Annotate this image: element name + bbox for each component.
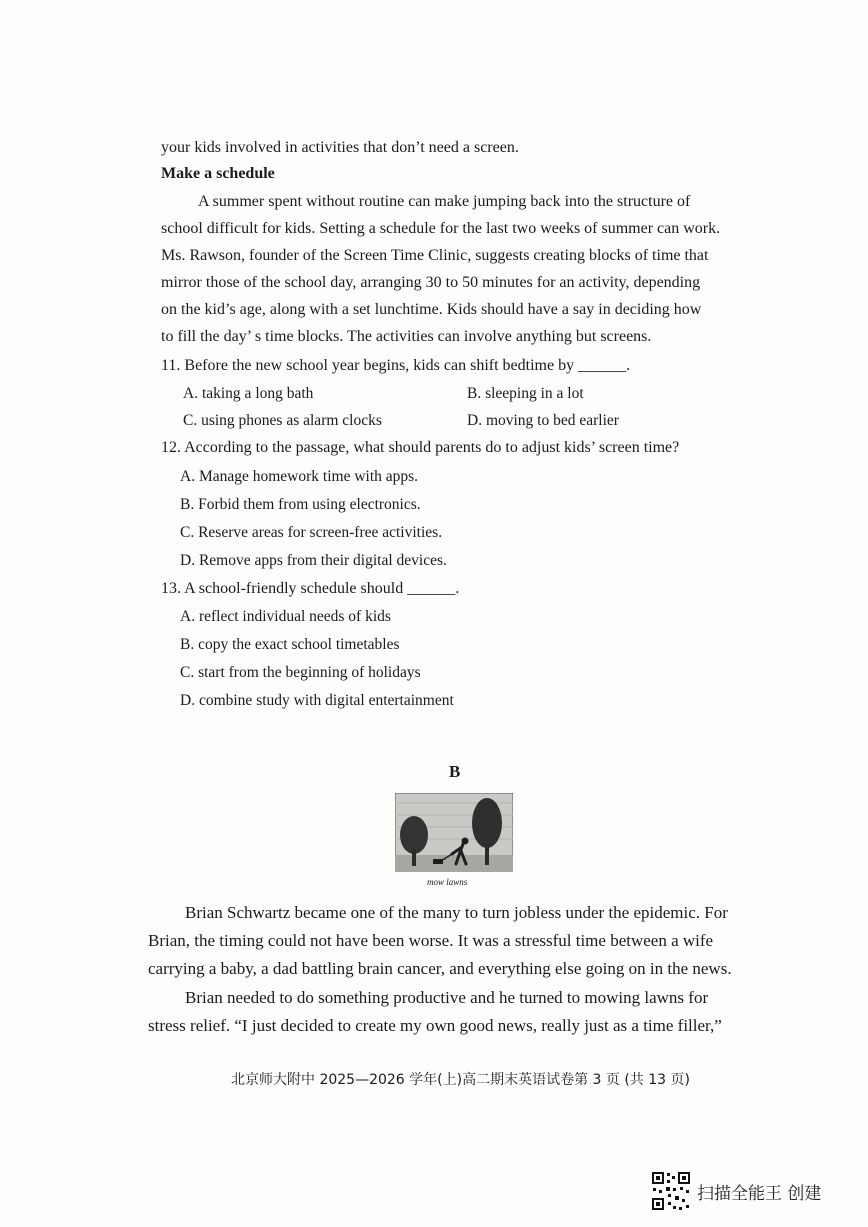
watermark-text: 扫描全能王 创建 [697,1183,822,1204]
passage-text-line: Ms. Rawson, founder of the Screen Time Clinic, suggests creating blocks of time that [161,247,709,264]
passage-text-line: Brian, the timing could not have been worse. It was a stressful time between a wife [148,931,714,950]
qr-code-icon [651,1171,691,1211]
page-footer: 北京师大附中 2025—2026 学年(上)高二期末英语试卷第 3 页 (共 13 页) [231,1072,690,1088]
answer-option: A. taking a long bath [183,385,314,402]
section-heading: Make a schedule [161,165,275,182]
question-stem: 13. A school-friendly schedule should ______. [161,580,460,597]
answer-option: B. copy the exact school timetables [180,636,400,653]
passage-text-line: Brian Schwartz became one of the many to turn jobless under the epidemic. For [185,903,728,922]
scanner-watermark [651,1171,821,1211]
passage-text-line: A summer spent without routine can make jumping back into the structure of [198,193,691,210]
answer-option: B. sleeping in a lot [467,385,584,402]
answer-option: C. using phones as alarm clocks [183,412,382,429]
answer-option: D. moving to bed earlier [467,412,619,429]
passage-text-line: carrying a baby, a dad battling brain cancer, and everything else going on in the news. [148,959,732,978]
answer-option: D. Remove apps from their digital devices. [180,552,447,569]
answer-option: A. reflect individual needs of kids [180,608,391,625]
passage-text-line: Brian needed to do something productive and he turned to mowing lawns for [185,988,709,1007]
passage-text-line: your kids involved in activities that don’t need a screen. [161,139,519,156]
passage-text-line: on the kid’s age, along with a set lunchtime. Kids should have a say in deciding how [161,301,702,318]
answer-option: C. start from the beginning of holidays [180,664,421,681]
question-stem: 12. According to the passage, what should parents do to adjust kids’ screen time? [161,439,680,456]
answer-option: A. Manage homework time with apps. [180,468,419,485]
answer-option: D. combine study with digital entertainment [180,692,454,709]
answer-option: C. Reserve areas for screen-free activities. [180,524,443,541]
passage-text-line: school difficult for kids. Setting a schedule for the last two weeks of summer can work. [161,220,721,237]
passage-text-line: to fill the day’ s time blocks. The activities can involve anything but screens. [161,328,652,345]
figure-caption: mow lawns [427,877,468,887]
question-stem: 11. Before the new school year begins, kids can shift bedtime by ______. [161,357,631,374]
mow-lawns-illustration [395,793,513,872]
section-letter: B [449,762,461,781]
answer-option: B. Forbid them from using electronics. [180,496,421,513]
passage-text-line: stress relief. “I just decided to create my own good news, really just as a time filler,” [148,1016,722,1035]
passage-text-line: mirror those of the school day, arranging 30 to 50 minutes for an activity, depending [161,274,701,291]
